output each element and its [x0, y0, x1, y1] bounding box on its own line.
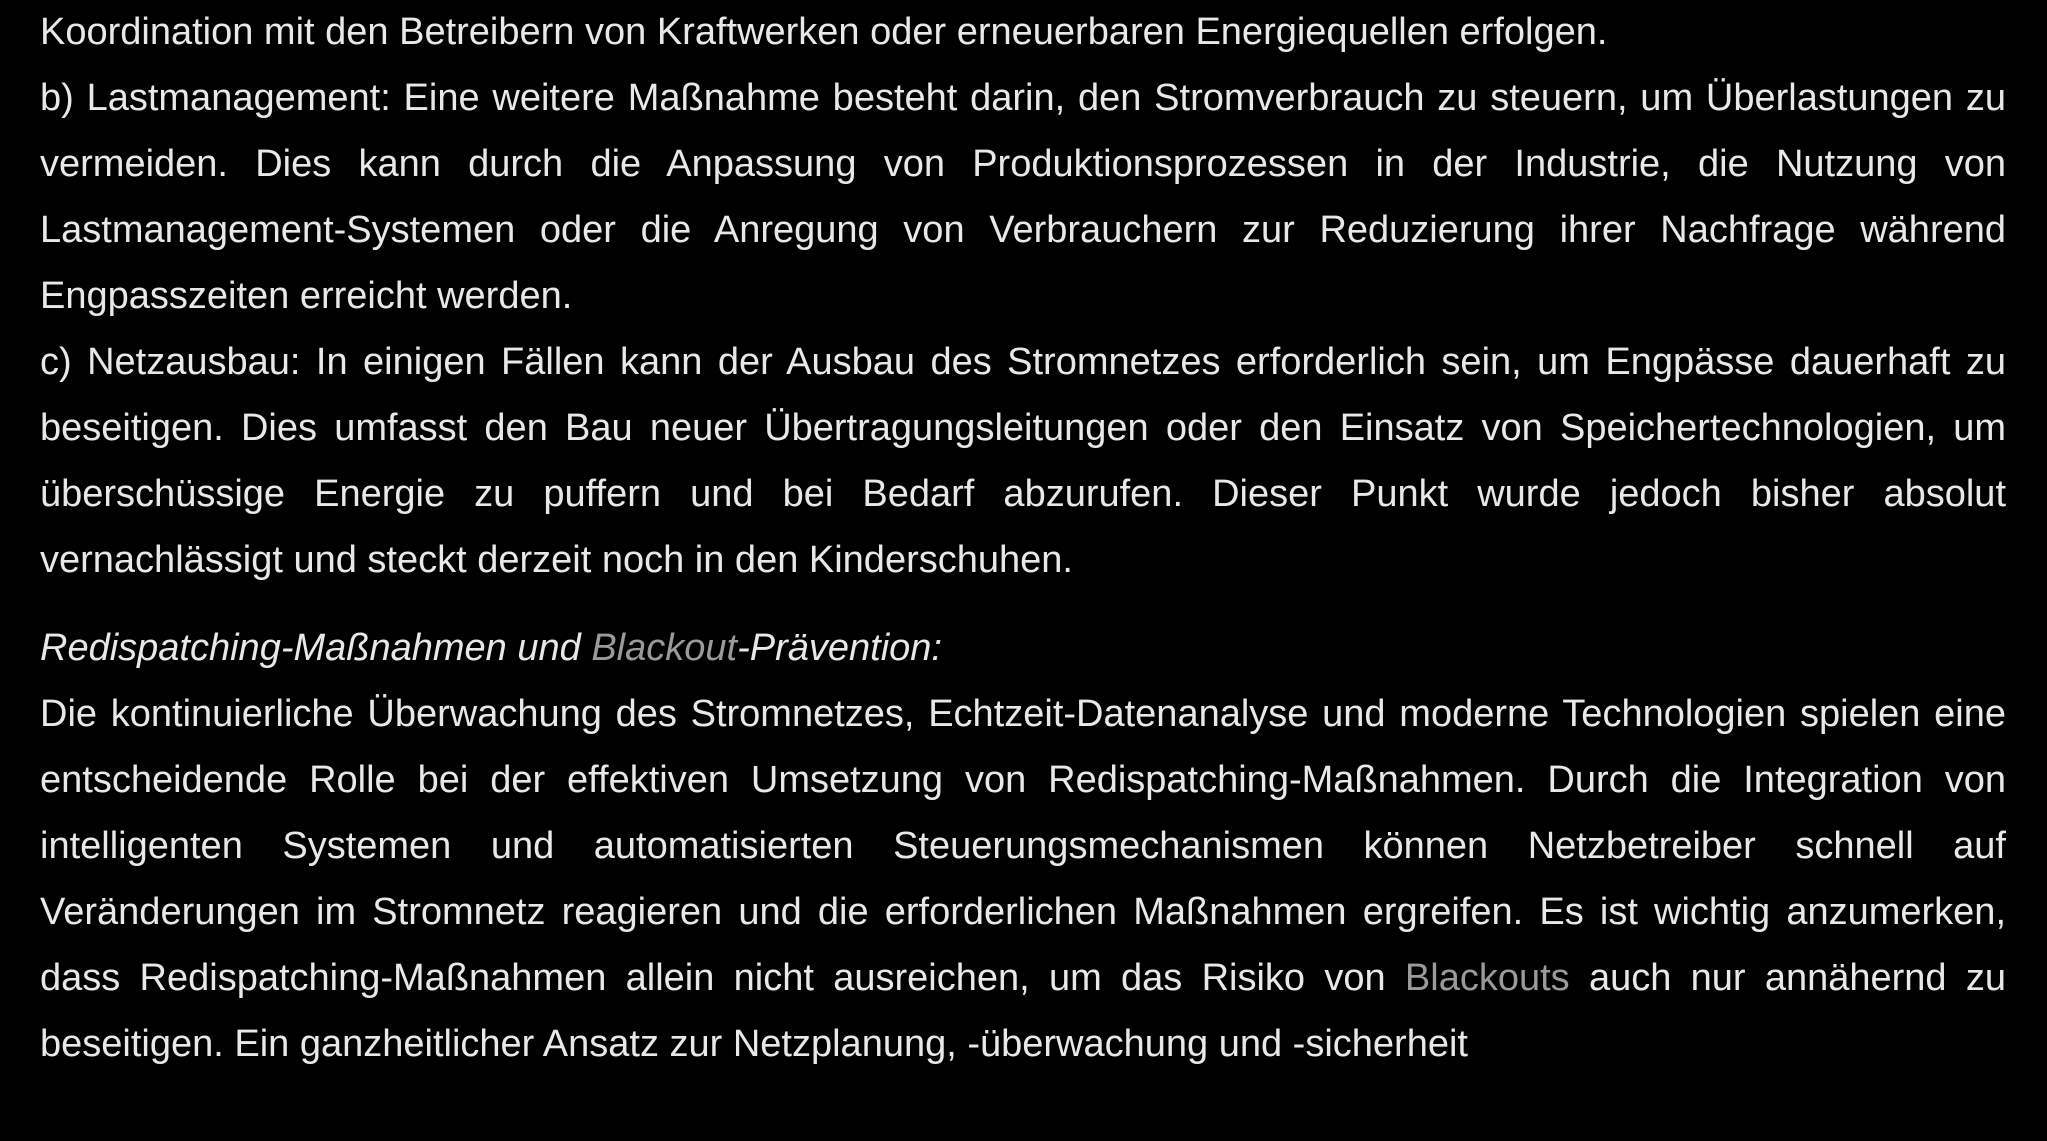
- blackouts-highlight-link[interactable]: Blackouts: [1404, 957, 1570, 999]
- heading-text-start: Redispatching-Maßnahmen und: [40, 627, 592, 669]
- paragraph-ueberwachung-text-end: auch nur annähernd zu beseitigen. Ein ganzheitlicher Ansatz zur Netzplanung, -überwachung und -sicherheit: [40, 957, 2006, 1065]
- paragraph-ueberwachung: [40, 681, 2006, 1077]
- paragraph-koordination: Koordination mit den Betreibern von Kraftwerken oder erneuerbaren Energiequellen erfolgen.: [40, 11, 1608, 53]
- heading-text-end: -Prävention:: [737, 627, 942, 669]
- reader-page: [40, 0, 2006, 1077]
- paragraph-lastmanagement: b) Lastmanagement: Eine weitere Maßnahme besteht darin, den Stromverbrauch zu steuern, um Überlastungen zu vermeiden. Dies kann durch die Anpassung von Produktionsprozessen in der Industrie, die Nutzung von Lastmanagement-Systemen oder die Anregung von Verbrauchern zur Reduzierung ihrer Nachfrage während Engpasszeiten erreicht werden.: [40, 77, 2006, 317]
- paragraph-ueberwachung-text-start: Die kontinuierliche Überwachung des Stromnetzes, Echtzeit-Datenanalyse und moderne Technologien spielen eine entscheidende Rolle bei der effektiven Umsetzung von Redispatching-Maßnahmen. Durch die Integration von intelligenten Systemen und automatisierten Steuerungsmechanismen können Netzbetreiber schnell auf Veränderungen im Stromnetz reagieren und die erforderlichen Maßnahmen ergreifen. Es ist wichtig anzumerken, dass Redispatching-Maßnahmen allein nicht ausreichen, um das Risiko von: [40, 693, 2006, 999]
- section-heading: [40, 615, 2006, 681]
- paragraph-netzausbau: c) Netzausbau: In einigen Fällen kann der Ausbau des Stromnetzes erforderlich sein, um Engpässe dauerhaft zu beseitigen. Dies umfasst den Bau neuer Übertragungsleitungen oder den Einsatz von Speichertechnologien, um überschüssige Energie zu puffern und bei Bedarf abzurufen. Dieser Punkt wurde jedoch bisher absolut vernachlässigt und steckt derzeit noch in den Kinderschuhen.: [40, 341, 2006, 581]
- heading-highlight-link[interactable]: Blackout: [591, 627, 738, 669]
